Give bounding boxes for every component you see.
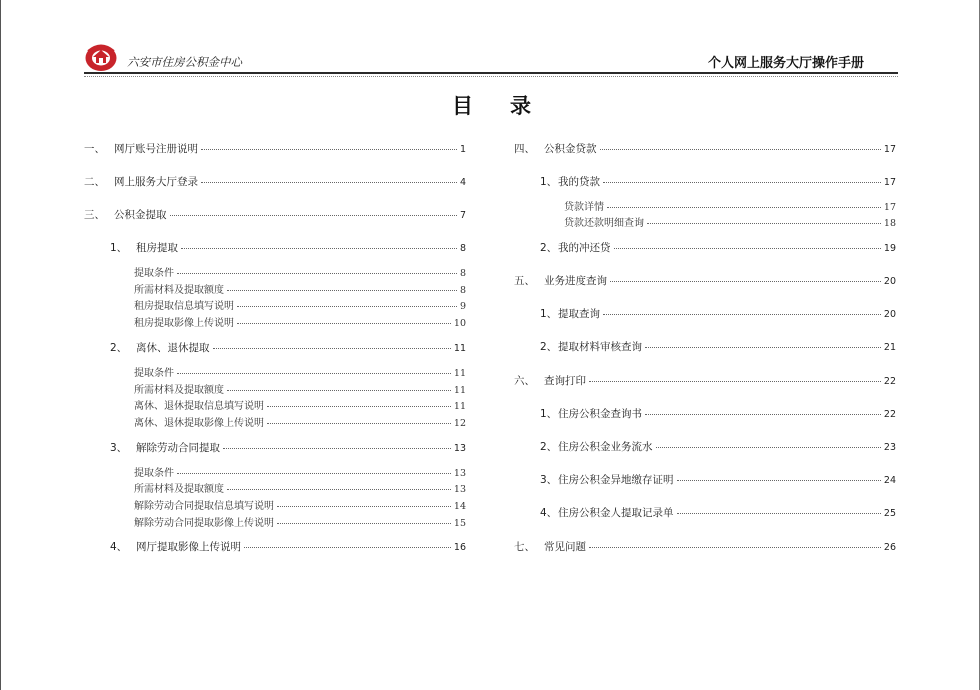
toc-entry-number: 2、 bbox=[540, 242, 558, 254]
toc-leader-dots bbox=[277, 523, 451, 524]
toc-entry[interactable] bbox=[110, 539, 466, 554]
toc-entry[interactable] bbox=[134, 497, 466, 512]
toc-entry-label: 提取条件 bbox=[134, 368, 174, 379]
toc-leader-dots bbox=[645, 414, 881, 415]
toc-entry-page: 19 bbox=[883, 243, 896, 254]
toc-entry-page: 13 bbox=[453, 443, 466, 454]
toc-entry-label: 住房公积金查询书 bbox=[558, 408, 642, 420]
toc-leader-dots bbox=[277, 506, 451, 507]
toc-entry-page: 22 bbox=[883, 409, 896, 420]
toc-entry[interactable] bbox=[134, 464, 466, 479]
toc-entry-number: 1、 bbox=[540, 176, 558, 188]
toc-entry[interactable] bbox=[540, 472, 896, 487]
toc-entry-page: 22 bbox=[883, 376, 896, 387]
toc-entry-label: 所需材料及提取额度 bbox=[134, 484, 224, 495]
toc-entry-label: 网厅账号注册说明 bbox=[114, 143, 198, 155]
toc-entry-label: 解除劳动合同提取 bbox=[136, 442, 220, 454]
toc-entry[interactable] bbox=[84, 174, 466, 189]
toc-entry-number: 2、 bbox=[540, 441, 558, 453]
toc-entry-label: 解除劳动合同提取影像上传说明 bbox=[134, 518, 274, 529]
toc-entry[interactable] bbox=[84, 207, 466, 222]
toc-leader-dots bbox=[170, 215, 457, 216]
toc-leader-dots bbox=[603, 182, 881, 183]
toc-leader-dots bbox=[177, 473, 451, 474]
toc-entry-label: 业务进度查询 bbox=[544, 275, 607, 287]
toc-leader-dots bbox=[610, 281, 881, 282]
toc-entry-label: 公积金贷款 bbox=[544, 143, 597, 155]
header-rule bbox=[84, 72, 898, 74]
toc-entry-label: 我的贷款 bbox=[558, 176, 600, 188]
toc-entry[interactable] bbox=[134, 314, 466, 329]
toc-entry-label: 提取查询 bbox=[558, 308, 600, 320]
toc-entry-number: 四、 bbox=[514, 143, 535, 155]
toc-leader-dots bbox=[656, 447, 881, 448]
toc-leader-dots bbox=[589, 547, 881, 548]
toc-entry[interactable] bbox=[110, 340, 466, 355]
toc-entry-page: 18 bbox=[883, 218, 896, 229]
toc-entry-page: 11 bbox=[453, 368, 466, 379]
toc-leader-dots bbox=[181, 248, 457, 249]
toc-entry-number: 1、 bbox=[540, 408, 558, 420]
toc-entry-page: 1 bbox=[459, 144, 466, 155]
toc-entry-label: 常见问题 bbox=[544, 541, 586, 553]
toc-entry[interactable] bbox=[514, 539, 896, 554]
toc-entry[interactable] bbox=[540, 306, 896, 321]
toc-entry[interactable] bbox=[540, 174, 896, 189]
toc-leader-dots bbox=[223, 448, 451, 449]
toc-entry-page: 4 bbox=[459, 177, 466, 188]
toc-entry-page: 9 bbox=[459, 301, 466, 312]
toc-entry-label: 查询打印 bbox=[544, 375, 586, 387]
toc-entry-page: 8 bbox=[459, 285, 466, 296]
toc-entry-number: 六、 bbox=[514, 375, 535, 387]
toc-entry-label: 所需材料及提取额度 bbox=[134, 285, 224, 296]
organization-name: 六安市住房公积金中心 bbox=[127, 55, 242, 69]
toc-entry[interactable] bbox=[110, 440, 466, 455]
toc-entry[interactable] bbox=[540, 406, 896, 421]
toc-entry-page: 26 bbox=[883, 542, 896, 553]
toc-entry-label: 贷款还款明细查询 bbox=[564, 218, 644, 229]
toc-entry-label: 网上服务大厅登录 bbox=[114, 176, 198, 188]
toc-entry-label: 贷款详情 bbox=[564, 202, 604, 213]
toc-leader-dots bbox=[267, 423, 451, 424]
toc-leader-dots bbox=[244, 547, 451, 548]
toc-entry[interactable] bbox=[134, 514, 466, 529]
toc-entry-page: 11 bbox=[453, 343, 466, 354]
toc-entry-page: 10 bbox=[453, 318, 466, 329]
toc-leader-dots bbox=[614, 248, 881, 249]
toc-entry[interactable] bbox=[110, 240, 466, 255]
toc-entry-number: 3、 bbox=[110, 442, 128, 454]
toc-entry-number: 七、 bbox=[514, 541, 535, 553]
toc-entry-label: 提取条件 bbox=[134, 268, 174, 279]
toc-entry-number: 五、 bbox=[514, 275, 535, 287]
toc-entry-page: 15 bbox=[453, 518, 466, 529]
toc-entry-page: 8 bbox=[459, 243, 466, 254]
toc-entry[interactable] bbox=[134, 414, 466, 429]
toc-entry[interactable] bbox=[540, 439, 896, 454]
toc-entry[interactable] bbox=[134, 297, 466, 312]
toc-entry[interactable] bbox=[514, 141, 896, 156]
toc-entry-page: 11 bbox=[453, 401, 466, 412]
toc-entry-number: 三、 bbox=[84, 209, 105, 221]
toc-entry-label: 离休、退休提取 bbox=[136, 342, 210, 354]
toc-entry-label: 住房公积金异地缴存证明 bbox=[558, 474, 674, 486]
toc-entry-page: 8 bbox=[459, 268, 466, 279]
toc-entry-page: 11 bbox=[453, 385, 466, 396]
toc-entry-label: 离休、退休提取影像上传说明 bbox=[134, 418, 264, 429]
toc-entry-number: 一、 bbox=[84, 143, 105, 155]
toc-leader-dots bbox=[177, 273, 457, 274]
toc-entry[interactable] bbox=[564, 214, 896, 229]
toc-entry[interactable] bbox=[514, 373, 896, 388]
toc-entry-page: 25 bbox=[883, 508, 896, 519]
toc-entry[interactable] bbox=[540, 240, 896, 255]
toc-entry[interactable] bbox=[84, 141, 466, 156]
toc-leader-dots bbox=[677, 513, 881, 514]
toc-leader-dots bbox=[201, 149, 457, 150]
toc-entry-page: 21 bbox=[883, 342, 896, 353]
toc-entry-label: 租房提取 bbox=[136, 242, 178, 254]
toc-entry[interactable] bbox=[134, 281, 466, 296]
toc-entry-label: 解除劳动合同提取信息填写说明 bbox=[134, 501, 274, 512]
housing-fund-logo-icon bbox=[84, 42, 118, 72]
toc-leader-dots bbox=[227, 290, 457, 291]
toc-entry-label: 我的冲还贷 bbox=[558, 242, 611, 254]
toc-entry-page: 14 bbox=[453, 501, 466, 512]
toc-entry-label: 租房提取信息填写说明 bbox=[134, 301, 234, 312]
toc-leader-dots bbox=[645, 347, 881, 348]
toc-entry[interactable] bbox=[134, 480, 466, 495]
toc-leader-dots bbox=[213, 348, 451, 349]
page-header bbox=[84, 40, 898, 80]
toc-entry-number: 4、 bbox=[110, 541, 128, 553]
toc-entry[interactable] bbox=[134, 397, 466, 412]
toc-leader-dots bbox=[600, 149, 881, 150]
toc-leader-dots bbox=[201, 182, 457, 183]
toc-entry-label: 住房公积金人提取记录单 bbox=[558, 507, 674, 519]
toc-entry[interactable] bbox=[134, 381, 466, 396]
toc-entry-label: 离休、退休提取信息填写说明 bbox=[134, 401, 264, 412]
header-dotted-rule bbox=[84, 76, 898, 77]
toc-leader-dots bbox=[647, 223, 881, 224]
toc-entry-number: 2、 bbox=[110, 342, 128, 354]
toc-entry-page: 16 bbox=[453, 542, 466, 553]
toc-leader-dots bbox=[677, 480, 881, 481]
toc-leader-dots bbox=[227, 390, 451, 391]
toc-entry-label: 住房公积金业务流水 bbox=[558, 441, 653, 453]
toc-entry-page: 24 bbox=[883, 475, 896, 486]
toc-entry-number: 4、 bbox=[540, 507, 558, 519]
page-border-left bbox=[0, 0, 1, 690]
toc-entry[interactable] bbox=[564, 198, 896, 213]
toc-leader-dots bbox=[267, 406, 451, 407]
toc-entry-page: 13 bbox=[453, 468, 466, 479]
toc-heading: 目录 bbox=[452, 93, 568, 118]
toc-entry-number: 1、 bbox=[540, 308, 558, 320]
toc-entry-label: 网厅提取影像上传说明 bbox=[136, 541, 241, 553]
toc-entry-page: 7 bbox=[459, 210, 466, 221]
toc-entry-page: 17 bbox=[883, 202, 896, 213]
toc-entry-page: 12 bbox=[453, 418, 466, 429]
toc-entry-page: 17 bbox=[883, 177, 896, 188]
toc-entry-label: 提取条件 bbox=[134, 468, 174, 479]
toc-entry-page: 20 bbox=[883, 309, 896, 320]
toc-entry[interactable] bbox=[540, 505, 896, 520]
toc-entry-label: 公积金提取 bbox=[114, 209, 167, 221]
toc-entry-number: 二、 bbox=[84, 176, 105, 188]
toc-entry-page: 17 bbox=[883, 144, 896, 155]
toc-entry[interactable] bbox=[134, 264, 466, 279]
toc-leader-dots bbox=[237, 306, 457, 307]
manual-title: 个人网上服务大厅操作手册 bbox=[707, 56, 864, 71]
toc-leader-dots bbox=[603, 314, 881, 315]
toc-entry[interactable] bbox=[514, 273, 896, 288]
toc-entry-page: 23 bbox=[883, 442, 896, 453]
toc-entry-number: 3、 bbox=[540, 474, 558, 486]
toc-entry-number: 2、 bbox=[540, 341, 558, 353]
toc-leader-dots bbox=[237, 323, 451, 324]
toc-entry[interactable] bbox=[540, 339, 896, 354]
toc-entry-label: 所需材料及提取额度 bbox=[134, 385, 224, 396]
toc-entry[interactable] bbox=[134, 364, 466, 379]
toc-entry-number: 1、 bbox=[110, 242, 128, 254]
toc-entry-label: 提取材料审核查询 bbox=[558, 341, 642, 353]
toc-leader-dots bbox=[607, 207, 881, 208]
toc-leader-dots bbox=[177, 373, 451, 374]
toc-entry-label: 租房提取影像上传说明 bbox=[134, 318, 234, 329]
toc-leader-dots bbox=[589, 381, 881, 382]
toc-leader-dots bbox=[227, 489, 451, 490]
toc-entry-page: 13 bbox=[453, 484, 466, 495]
toc-entry-page: 20 bbox=[883, 276, 896, 287]
